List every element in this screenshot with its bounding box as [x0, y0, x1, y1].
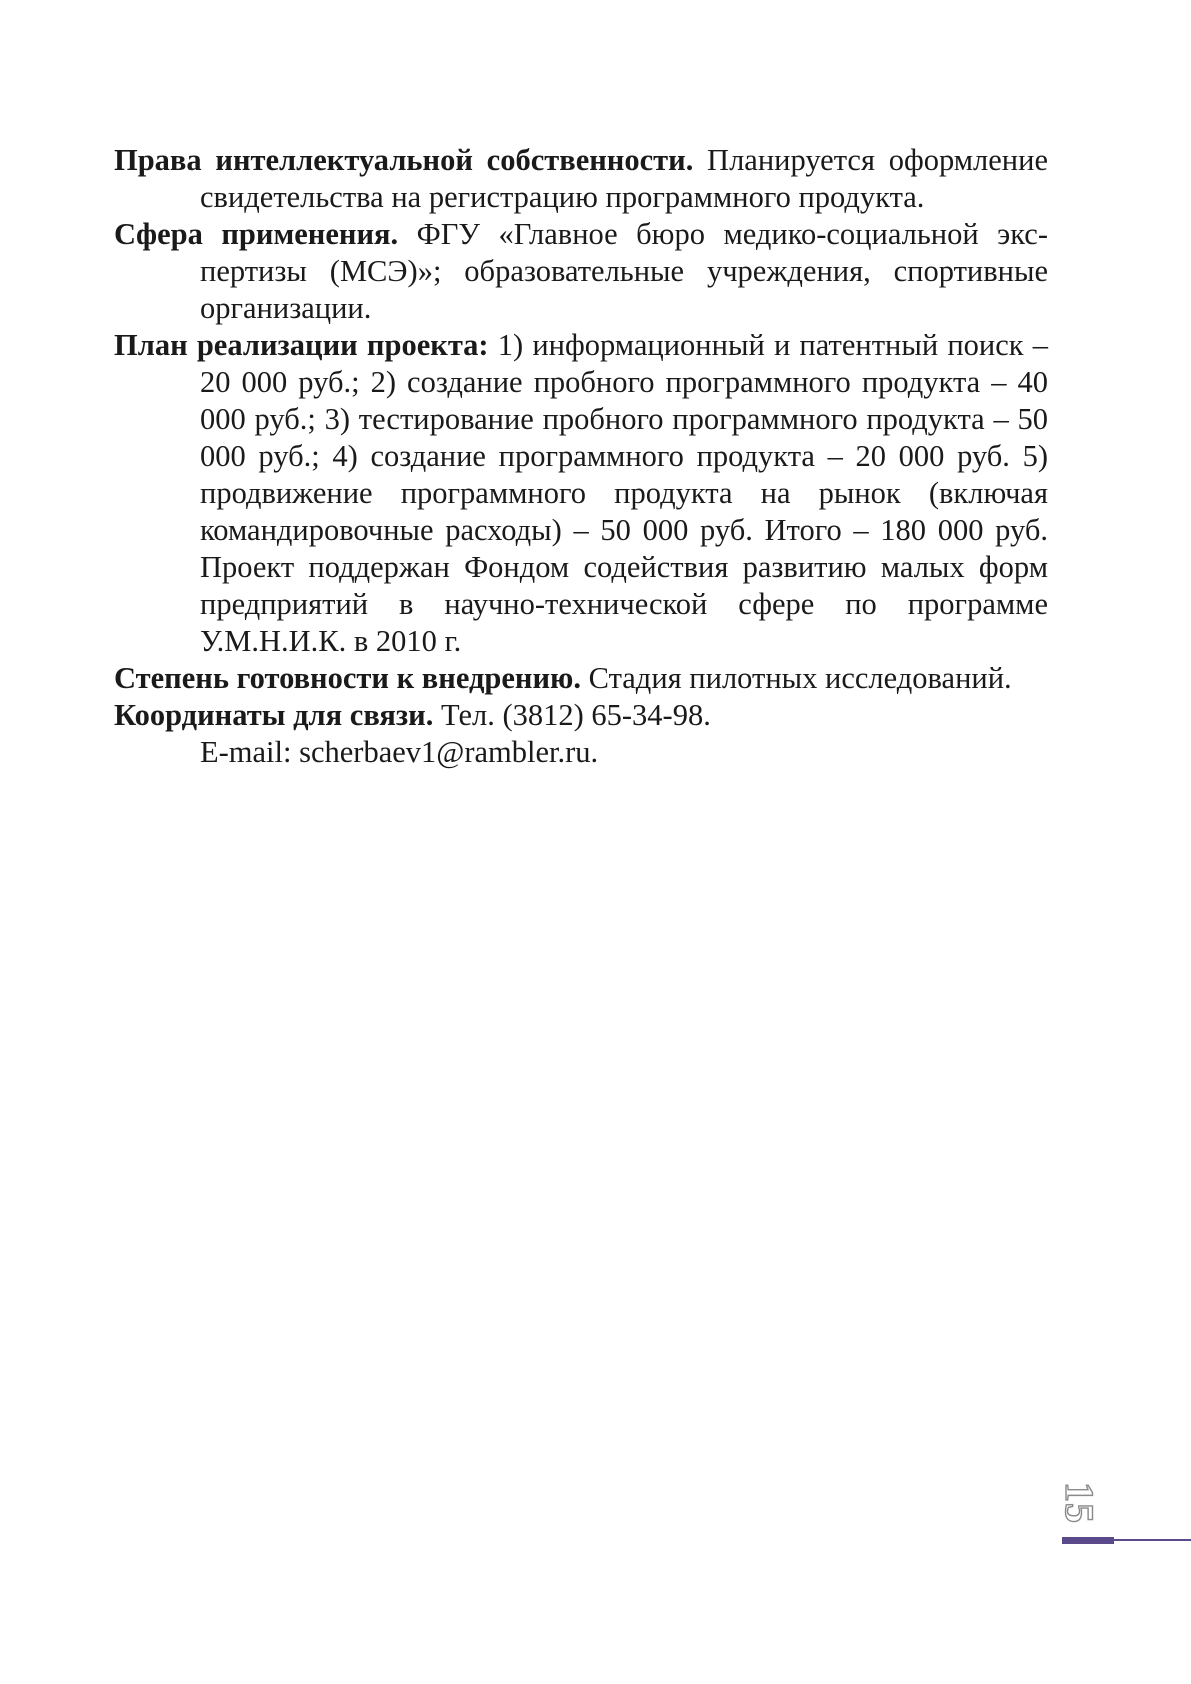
entry-term: Права интеллектуальной собственности. [114, 143, 694, 177]
entry-text: Тел. (3812) 65-34-98. [433, 698, 711, 732]
entry-text: 1) информационный и патентный поиск – 20 000 руб.; 2) создание пробного программного продукта – 40 000 руб.; 3) тестирование пробного программного продукта – 50 000 руб.; 4) создание программного продукта – 20 000 руб. 5) продвижение программного продукта на рынок (включая командировочные расходы) – 50 000 руб. Итого – 180 000 руб. Проект поддержан Фондом содействия развитию малых форм предприятий в научно-технической сфере по программе У.М.Н.И.К. в 2010 г. [200, 328, 1048, 658]
entry-readiness [114, 660, 1048, 697]
entry-contacts [114, 697, 1048, 734]
contact-email: E-mail: scherbaev1@rambler.ru. [200, 735, 599, 769]
page-number: 15 [1057, 1482, 1103, 1524]
entry-intellectual-property [114, 142, 1048, 216]
entry-term: План реализации проекта: [114, 328, 489, 362]
entry-text: Планируется оформление свидетельства на регистрацию программного продукта. [200, 143, 1048, 214]
entry-text: ФГУ «Главное бюро медико-социальной экспертизы (МСЭ)»; образовательные учреждения, спортивные организации. [200, 217, 1048, 325]
entry-application-area [114, 216, 1048, 327]
entry-term: Степень готовности к внедрению. [114, 661, 581, 695]
entry-implementation-plan [114, 327, 1048, 660]
page-accent-bar [1062, 1537, 1114, 1544]
entry-term: Координаты для связи. [114, 698, 434, 732]
entry-term: Сфера применения. [114, 217, 399, 251]
document-body [114, 142, 1048, 771]
entry-text: Стадия пилотных исследований. [581, 661, 1012, 695]
page-accent-rule [1114, 1539, 1191, 1541]
